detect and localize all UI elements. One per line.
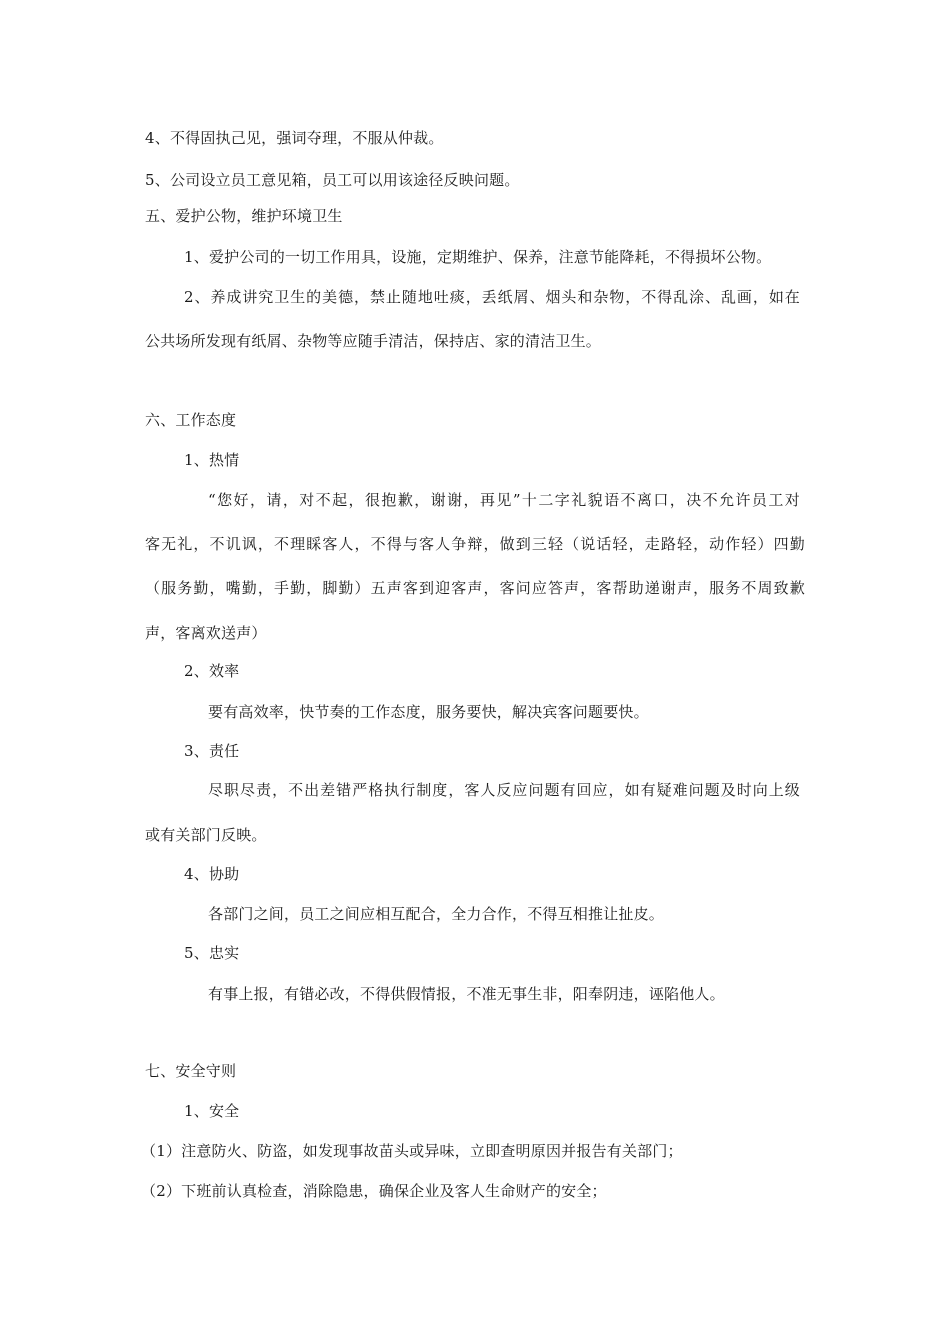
paragraph-line: “您好，请，对不起，很抱歉，谢谢，再见”十二字礼貌语不离口，决不允许员工对 — [208, 491, 800, 509]
section-heading: 五、爱护公物，维护环境卫生 — [145, 207, 343, 225]
paragraph-line: 客无礼，不讥讽，不理睬客人，不得与客人争辩，做到三轻（说话轻，走路轻，动作轻）四勤 — [145, 535, 805, 553]
section-heading: 七、安全守则 — [145, 1062, 237, 1080]
paragraph-line: 有事上报，有错必改，不得供假情报，不准无事生非，阳奉阴违，诬陷他人。 — [208, 985, 725, 1003]
list-item: （2）下班前认真检查，消除隐患，确保企业及客人生命财产的安全； — [141, 1182, 607, 1200]
paragraph-line: （服务勤，嘴勤，手勤，脚勤）五声客到迎客声，客问应答声，客帮助递谢声，服务不周致歉 — [145, 579, 805, 597]
paragraph-line: 公共场所发现有纸屑、杂物等应随手清洁，保持店、家的清洁卫生。 — [145, 332, 602, 350]
list-item: 1、爱护公司的一切工作用具，设施，定期维护、保养，注意节能降耗，不得损坏公物。 — [184, 248, 772, 266]
subsection-heading: 2、效率 — [184, 662, 240, 680]
list-item: 4、不得固执己见，强词夺理，不服从仲裁。 — [145, 129, 444, 147]
subsection-heading: 1、安全 — [184, 1102, 240, 1120]
list-item: 5、公司设立员工意见箱，员工可以用该途径反映问题。 — [145, 171, 520, 189]
paragraph-line: 声，客离欢送声） — [145, 624, 267, 642]
paragraph-line: 或有关部门反映。 — [145, 826, 267, 844]
section-heading: 六、工作态度 — [145, 411, 237, 429]
subsection-heading: 3、责任 — [184, 742, 240, 760]
list-item: （1）注意防火、防盗，如发现事故苗头或异味，立即查明原因并报告有关部门； — [141, 1142, 683, 1160]
paragraph-line: 各部门之间，员工之间应相互配合，全力合作，不得互相推让扯皮。 — [208, 905, 665, 923]
paragraph-line: 尽职尽责，不出差错严格执行制度，客人反应问题有回应，如有疑难问题及时向上级 — [208, 781, 800, 799]
paragraph-line: 要有高效率，快节奏的工作态度，服务要快，解决宾客问题要快。 — [208, 703, 649, 721]
subsection-heading: 1、热情 — [184, 451, 240, 469]
paragraph-line: 2、养成讲究卫生的美德，禁止随地吐痰，丢纸屑、烟头和杂物，不得乱涂、乱画，如在 — [184, 288, 800, 306]
subsection-heading: 5、忠实 — [184, 944, 240, 962]
subsection-heading: 4、协助 — [184, 865, 240, 883]
